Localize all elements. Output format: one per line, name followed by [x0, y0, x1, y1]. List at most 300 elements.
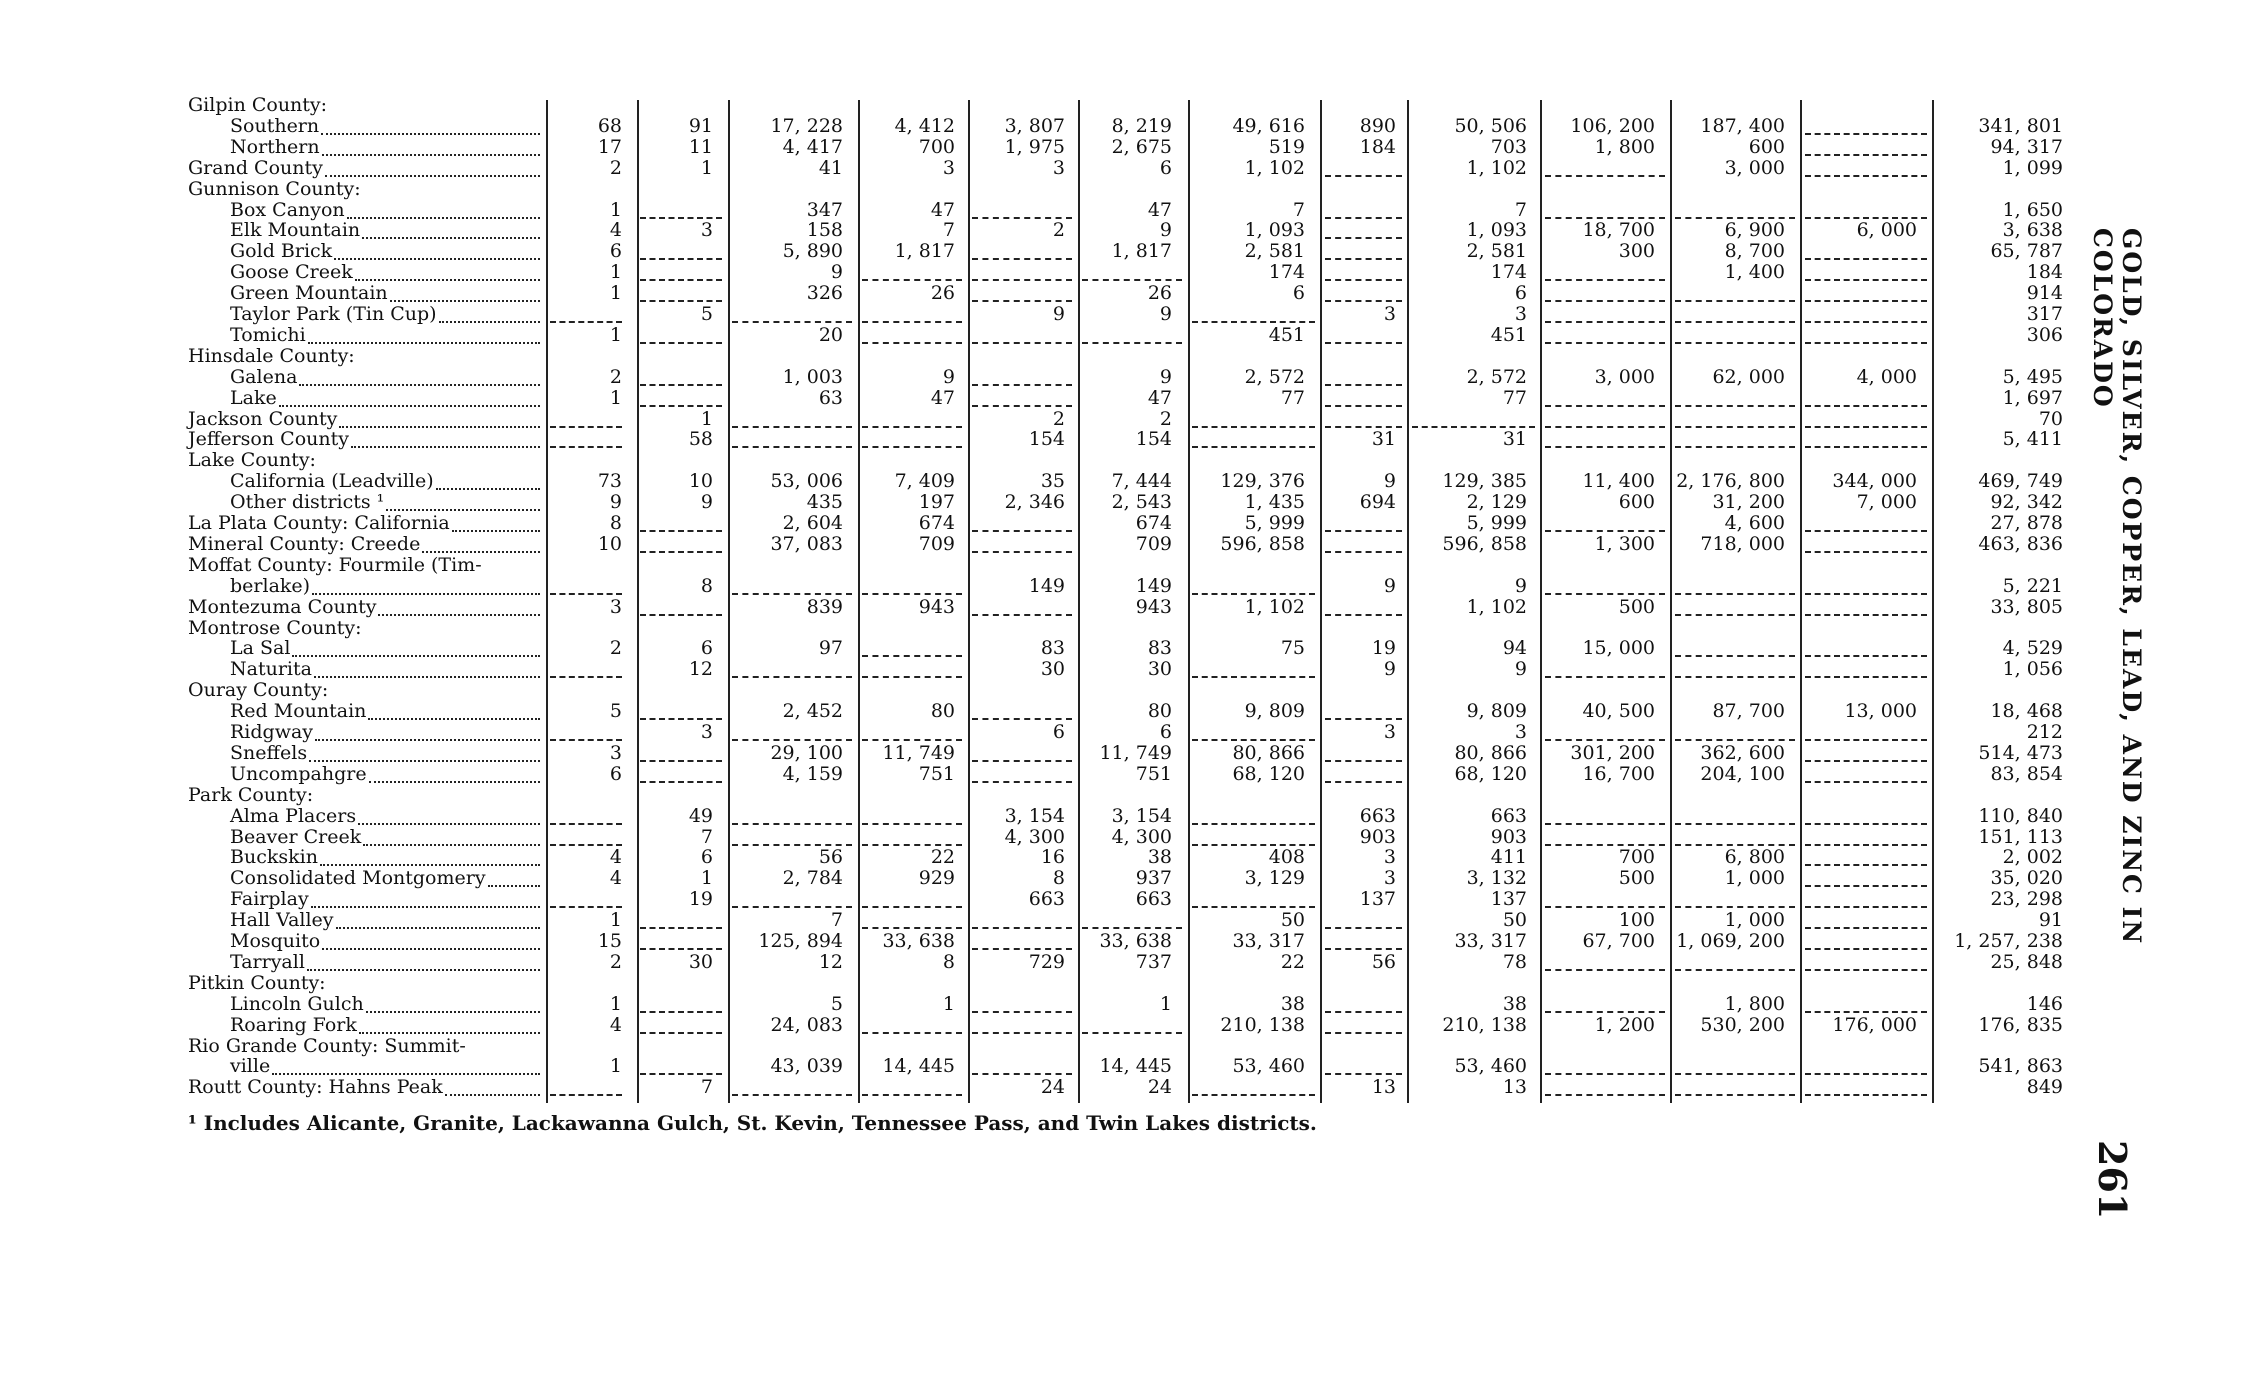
empty-cell-dash [972, 279, 1072, 281]
leader-dots [351, 446, 540, 448]
table-cell: 29, 100 [770, 741, 843, 764]
table-cell: 80 [1147, 700, 1172, 723]
table-cell: 12 [818, 950, 843, 973]
table-cell: 1, 102 [1244, 156, 1305, 179]
group-heading: Hinsdale County: [188, 344, 355, 367]
table-cell: 6 [700, 846, 713, 869]
table-cell: 154 [1135, 428, 1172, 451]
table-cell: 2, 346 [1004, 491, 1065, 514]
table-cell: 1, 257, 238 [1954, 930, 2063, 952]
table-cell: 43, 039 [770, 1055, 843, 1078]
empty-cell-dash [1675, 844, 1795, 846]
table-cell: 7 [1514, 198, 1527, 221]
table-cell: 33, 638 [1099, 930, 1172, 952]
empty-cell-dash [1545, 405, 1665, 407]
table-cell: 1, 069, 200 [1676, 930, 1785, 952]
table-cell: 674 [918, 512, 955, 534]
table-cell: 151, 113 [1978, 825, 2063, 848]
table-cell: 9 [830, 261, 843, 284]
table-cell: 408 [1268, 846, 1305, 869]
table-cell: 30 [688, 950, 713, 973]
table-cell: 3 [1514, 303, 1527, 325]
row-label: La Plata County: California [188, 512, 450, 534]
table-cell: 20 [818, 323, 843, 346]
table-cell: 31 [1502, 428, 1527, 451]
table-cell: 2, 572 [1244, 365, 1305, 388]
empty-cell-dash [1545, 300, 1665, 302]
row-label: ville [230, 1055, 271, 1078]
empty-cell-dash [732, 426, 852, 428]
running-head: GOLD, SILVER, COPPER, LEAD, AND ZINC IN COLORADO [2088, 228, 2146, 946]
table-cell: 212 [2026, 721, 2063, 743]
empty-cell-dash [1325, 426, 1402, 428]
table-cell: 35 [1040, 470, 1065, 493]
table-cell: 5, 495 [2002, 365, 2063, 388]
empty-cell-dash [972, 927, 1072, 929]
table-cell: 4, 000 [1856, 365, 1917, 388]
table-cell: 47 [930, 198, 955, 221]
table-cell: 709 [918, 532, 955, 555]
group-heading: Gilpin County: [188, 94, 328, 116]
table-cell: 709 [1135, 532, 1172, 555]
table-cell: 4, 600 [1724, 512, 1785, 534]
row-label: Grand County [188, 156, 323, 179]
table-cell: 9 [1383, 574, 1396, 597]
table-cell: 1 [609, 323, 622, 346]
empty-cell-dash [1545, 593, 1665, 595]
row-label: Mineral County: Creede [188, 532, 421, 555]
table-cell: 149 [1028, 574, 1065, 597]
table-cell: 5, 999 [1244, 512, 1305, 534]
empty-cell-dash [1545, 906, 1665, 908]
empty-cell-dash [1545, 739, 1665, 741]
table-cell: 7, 409 [894, 470, 955, 493]
table-cell: 943 [1135, 595, 1172, 618]
table-cell: 700 [918, 135, 955, 158]
table-cell: 937 [1135, 867, 1172, 890]
row-label: Red Mountain [230, 700, 367, 723]
empty-cell-dash [1412, 426, 1535, 428]
row-label: Lincoln Gulch [230, 992, 364, 1015]
table-cell: 31 [1371, 428, 1396, 451]
table-cell: 1, 400 [1724, 261, 1785, 284]
table-cell: 80, 866 [1454, 741, 1527, 764]
table-cell: 14, 445 [882, 1055, 955, 1078]
table-cell: 7 [1292, 198, 1305, 221]
table-cell: 129, 385 [1442, 470, 1527, 493]
table-cell: 530, 200 [1700, 1013, 1785, 1036]
table-cell: 24, 083 [770, 1013, 843, 1036]
row-label: Elk Mountain [230, 219, 361, 242]
table-cell: 3 [1514, 721, 1527, 743]
table-cell: 9 [1159, 303, 1172, 325]
table-cell: 9 [1514, 658, 1527, 681]
table-cell: 174 [1490, 261, 1527, 284]
row-label: Sneffels [230, 741, 308, 764]
table-cell: 514, 473 [1978, 741, 2063, 764]
table-cell: 15, 000 [1582, 637, 1655, 660]
table-cell: 11, 749 [1099, 741, 1172, 764]
table-cell: 1, 000 [1724, 909, 1785, 932]
table-cell: 8 [1052, 867, 1065, 890]
row-label: Naturita [230, 658, 312, 681]
table-cell: 1, 093 [1244, 219, 1305, 242]
table-cell: 9, 809 [1244, 700, 1305, 723]
table-cell: 2, 543 [1111, 491, 1172, 514]
table-cell: 100 [1618, 909, 1655, 932]
row-label: Uncompahgre [230, 762, 367, 785]
table-cell: 9 [1159, 219, 1172, 242]
table-cell: 91 [2038, 909, 2063, 932]
table-cell: 663 [1135, 888, 1172, 911]
table-cell: 5 [830, 992, 843, 1015]
empty-cell-dash [972, 1032, 1072, 1034]
table-cell: 210, 138 [1220, 1013, 1305, 1036]
table-cell: 3, 154 [1111, 804, 1172, 827]
table-cell: 38 [1147, 846, 1172, 869]
group-heading: Gunnison County: [188, 177, 361, 200]
table-cell: 10 [688, 470, 713, 493]
table-cell: 1, 200 [1594, 1013, 1655, 1036]
table-cell: 80, 866 [1232, 741, 1305, 764]
leader-dots [339, 426, 540, 428]
table-cell: 8, 219 [1111, 114, 1172, 137]
empty-cell-dash [1675, 1073, 1795, 1075]
table-cell: 700 [1618, 846, 1655, 869]
table-cell: 31, 200 [1712, 491, 1785, 514]
row-label: Hall Valley [230, 909, 334, 932]
empty-cell-dash [732, 676, 852, 678]
table-cell: 10 [597, 532, 622, 555]
table-cell: 9 [609, 491, 622, 514]
table-cell: 1, 300 [1594, 532, 1655, 555]
row-label: Lake [230, 386, 277, 409]
table-cell: 9 [1383, 470, 1396, 493]
table-cell: 6 [609, 240, 622, 263]
table-cell: 1, 975 [1004, 135, 1065, 158]
table-cell: 47 [930, 386, 955, 409]
table-cell: 149 [1135, 574, 1172, 597]
table-cell: 73 [597, 470, 622, 493]
row-label: Other districts ¹ [230, 491, 385, 514]
table-cell: 3, 154 [1004, 804, 1065, 827]
table-cell: 65, 787 [1990, 240, 2063, 263]
table-cell: 326 [806, 282, 843, 305]
table-cell: 3 [1052, 156, 1065, 179]
table-cell: 2, 002 [2002, 846, 2063, 869]
table-cell: 5, 999 [1466, 512, 1527, 534]
table-cell: 11, 400 [1582, 470, 1655, 493]
table-cell: 137 [1359, 888, 1396, 911]
table-cell: 106, 200 [1570, 114, 1655, 137]
row-label: Mosquito [230, 930, 321, 952]
table-cell: 30 [1147, 658, 1172, 681]
group-heading: Rio Grande County: Summit- [188, 1034, 466, 1057]
table-cell: 6 [1052, 721, 1065, 743]
leader-dots [311, 906, 540, 908]
table-cell: 1, 817 [894, 240, 955, 263]
table-cell: 7 [830, 909, 843, 932]
empty-cell-dash [1675, 426, 1795, 428]
table-cell: 187, 400 [1700, 114, 1785, 137]
table-cell: 2 [609, 156, 622, 179]
table-cell: 24 [1147, 1076, 1172, 1099]
table-cell: 3 [1383, 721, 1396, 743]
table-cell: 78 [1502, 950, 1527, 973]
table-cell: 1, 056 [2002, 658, 2063, 681]
row-label: Box Canyon [230, 198, 345, 221]
page-number: 261 [2090, 1140, 2135, 1220]
empty-cell-dash [1545, 217, 1665, 219]
table-cell: 50, 506 [1454, 114, 1527, 137]
table-cell: 1 [609, 261, 622, 284]
table-cell: 4 [609, 1013, 622, 1036]
empty-cell-dash [1675, 593, 1795, 595]
table-cell: 129, 376 [1220, 470, 1305, 493]
table-cell: 67, 700 [1582, 930, 1655, 952]
table-cell: 1, 102 [1244, 595, 1305, 618]
table-cell: 3, 129 [1244, 867, 1305, 890]
table-cell: 2 [1052, 219, 1065, 242]
table-cell: 600 [1748, 135, 1785, 158]
table-cell: 49, 616 [1232, 114, 1305, 137]
table-cell: 91 [688, 114, 713, 137]
table-cell: 4, 300 [1111, 825, 1172, 848]
table-cell: 17 [597, 135, 622, 158]
table-cell: 83 [1147, 637, 1172, 660]
table-cell: 53, 460 [1232, 1055, 1305, 1078]
empty-cell-dash [1675, 321, 1795, 323]
table-cell: 3, 000 [1724, 156, 1785, 179]
table-cell: 7, 000 [1856, 491, 1917, 514]
empty-cell-dash [732, 844, 852, 846]
table-cell: 77 [1502, 386, 1527, 409]
table-cell: 4, 529 [2002, 637, 2063, 660]
table-cell: 451 [1268, 323, 1305, 346]
table-cell: 890 [1359, 114, 1396, 137]
leader-dots [315, 739, 540, 741]
empty-cell-dash [1675, 655, 1795, 657]
table-cell: 5, 221 [2002, 574, 2063, 597]
table-cell: 1 [700, 156, 713, 179]
table-cell: 92, 342 [1990, 491, 2063, 514]
empty-cell-dash [1545, 321, 1665, 323]
row-label: Taylor Park (Tin Cup) [230, 303, 437, 325]
table-cell: 87, 700 [1712, 700, 1785, 723]
empty-cell-dash [1545, 426, 1665, 428]
table-cell: 2, 129 [1466, 491, 1527, 514]
empty-cell-dash [732, 1094, 852, 1096]
row-label: Buckskin [230, 846, 318, 869]
empty-cell-dash [1545, 446, 1665, 448]
table-cell: 6, 900 [1724, 219, 1785, 242]
empty-cell-dash [1675, 614, 1795, 616]
empty-cell-dash [732, 446, 852, 448]
table-cell: 347 [806, 198, 843, 221]
table-cell: 9 [1383, 658, 1396, 681]
table-cell: 6 [700, 637, 713, 660]
table-cell: 1, 102 [1466, 156, 1527, 179]
row-label: Galena [230, 365, 298, 388]
table-cell: 1, 800 [1724, 992, 1785, 1015]
empty-cell-dash [1675, 405, 1795, 407]
table-cell: 3 [700, 721, 713, 743]
table-cell: 83, 854 [1990, 762, 2063, 785]
table-cell: 903 [1359, 825, 1396, 848]
empty-cell-dash [1192, 426, 1315, 428]
table-cell: 4 [609, 846, 622, 869]
table-cell: 14, 445 [1099, 1055, 1172, 1078]
group-heading: Ouray County: [188, 679, 329, 702]
table-cell: 4, 300 [1004, 825, 1065, 848]
table-cell: 703 [1490, 135, 1527, 158]
table-cell: 22 [1280, 950, 1305, 973]
row-label: Beaver Creek [230, 825, 362, 848]
table-cell: 519 [1268, 135, 1305, 158]
table-cell: 41 [818, 156, 843, 179]
table-cell: 1 [609, 282, 622, 305]
table-cell: 7 [942, 219, 955, 242]
table-cell: 13 [1502, 1076, 1527, 1099]
row-label: Consolidated Montgomery [230, 867, 486, 890]
table-cell: 849 [2026, 1076, 2063, 1099]
table-cell: 5 [609, 700, 622, 723]
table-cell: 68 [597, 114, 622, 137]
table-cell: 63 [818, 386, 843, 409]
table-cell: 80 [930, 700, 955, 723]
table-cell: 19 [1371, 637, 1396, 660]
table-cell: 158 [806, 219, 843, 242]
table-cell: 68, 120 [1232, 762, 1305, 785]
table-cell: 11 [688, 135, 713, 158]
empty-cell-dash [1545, 823, 1665, 825]
table-cell: 68, 120 [1454, 762, 1527, 785]
table-cell: 1, 000 [1724, 867, 1785, 890]
table-cell: 737 [1135, 950, 1172, 973]
table-cell: 6 [1159, 721, 1172, 743]
table-cell: 674 [1135, 512, 1172, 534]
table-cell: 839 [806, 595, 843, 618]
table-cell: 17, 228 [770, 114, 843, 137]
table-cell: 3, 000 [1594, 365, 1655, 388]
empty-cell-dash [972, 342, 1072, 344]
table-cell: 16 [1040, 846, 1065, 869]
empty-cell-dash [1675, 823, 1795, 825]
table-cell: 11, 749 [882, 741, 955, 764]
empty-cell-dash [732, 823, 852, 825]
table-cell: 8 [942, 950, 955, 973]
group-heading: Park County: [188, 783, 314, 806]
table-cell: 146 [2026, 992, 2063, 1015]
table-cell: 56 [1371, 950, 1396, 973]
table-cell: 2 [609, 365, 622, 388]
table-cell: 600 [1618, 491, 1655, 514]
table-cell: 18, 700 [1582, 219, 1655, 242]
table-cell: 50 [1502, 909, 1527, 932]
row-label: Northern [230, 135, 320, 158]
table-cell: 47 [1147, 198, 1172, 221]
table-cell: 94, 317 [1990, 135, 2063, 158]
table-cell: 35, 020 [1990, 867, 2063, 890]
table-cell: 469, 749 [1978, 470, 2063, 493]
table-cell: 4, 417 [782, 135, 843, 158]
table-cell: 306 [2026, 323, 2063, 346]
table-cell: 23, 298 [1990, 888, 2063, 911]
table-cell: 33, 638 [882, 930, 955, 952]
table-cell: 12 [688, 658, 713, 681]
table-cell: 184 [2026, 261, 2063, 284]
table-cell: 94 [1502, 637, 1527, 660]
table-cell: 37, 083 [770, 532, 843, 555]
table-cell: 1 [1159, 992, 1172, 1015]
table-cell: 25, 848 [1990, 950, 2063, 973]
table-cell: 3 [1383, 303, 1396, 325]
table-cell: 2 [609, 637, 622, 660]
table-cell: 184 [1359, 135, 1396, 158]
group-heading: Pitkin County: [188, 971, 326, 994]
row-label: Montezuma County [188, 595, 377, 618]
table-cell: 1, 435 [1244, 491, 1305, 514]
empty-cell-dash [1675, 446, 1795, 448]
table-cell: 500 [1618, 867, 1655, 890]
table-cell: 1, 099 [2002, 156, 2063, 179]
table-cell: 2, 572 [1466, 365, 1527, 388]
table-cell: 210, 138 [1442, 1013, 1527, 1036]
empty-cell-dash [1675, 300, 1795, 302]
table-cell: 125, 894 [758, 930, 843, 952]
empty-cell-dash [732, 739, 852, 741]
group-heading: Lake County: [188, 449, 316, 472]
table-cell: 541, 863 [1978, 1055, 2063, 1078]
table-cell: 1 [700, 867, 713, 890]
table-cell: 75 [1280, 637, 1305, 660]
table-cell: 40, 500 [1582, 700, 1655, 723]
table-cell: 718, 000 [1700, 532, 1785, 555]
empty-cell-dash [1545, 676, 1665, 678]
table-cell: 26 [1147, 282, 1172, 305]
table-cell: 1 [609, 386, 622, 409]
table-cell: 9 [1514, 574, 1527, 597]
empty-cell-dash [1545, 342, 1665, 344]
table-cell: 77 [1280, 386, 1305, 409]
table-cell: 7 [700, 1076, 713, 1099]
table-cell: 1, 093 [1466, 219, 1527, 242]
empty-cell-dash [1545, 844, 1665, 846]
empty-cell-dash [862, 279, 962, 281]
table-cell: 176, 000 [1832, 1013, 1917, 1036]
table-cell: 6 [609, 762, 622, 785]
empty-cell-dash [1675, 906, 1795, 908]
table-cell: 154 [1028, 428, 1065, 451]
table-cell: 3 [1383, 867, 1396, 890]
table-cell: 38 [1502, 992, 1527, 1015]
table-cell: 204, 100 [1700, 762, 1785, 785]
table-cell: 9 [700, 491, 713, 514]
table-cell: 7 [700, 825, 713, 848]
table-cell: 362, 600 [1700, 741, 1785, 764]
table-cell: 13, 000 [1844, 700, 1917, 723]
row-label: Green Mountain [230, 282, 388, 305]
table-cell: 1 [609, 198, 622, 221]
table-cell: 2, 604 [782, 512, 843, 534]
leader-dots [314, 676, 540, 678]
table-cell: 22 [930, 846, 955, 869]
table-cell: 6 [1159, 156, 1172, 179]
table-cell: 6, 000 [1856, 219, 1917, 242]
table-cell: 3, 132 [1466, 867, 1527, 890]
empty-cell-dash [862, 927, 962, 929]
table-cell: 18, 468 [1990, 700, 2063, 723]
